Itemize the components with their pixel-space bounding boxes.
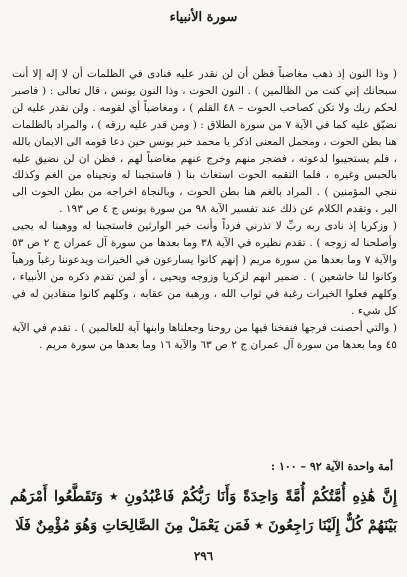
paragraph-zakariya: ( وزكريا إذ نادى ربه ربِّ لا تذرني فرداً وأنت خير الوارثين فاستجبنا له ووهبنا له يحيى وأصلحنا له زوجه ) . تقدم نظيره في الآية ٣٨ وما بعدها من سورة آل عمران ج ٢ ص ٥٣ والآية ٧ وما بعدها من سورة مريم ( إنهم كانوا يسارعون في الخيرات ويدعوننا رغباً ورهباً وكانوا لنا خاشعين ) . ضمير انهم لزكريا وزوجه ويحيى ، أو لمن تقدم ذكره من الأنبياء ، وكلهم فعلوا الخيرات رغبة في ثواب الله ، ورهبة من عقابه ، وكلهم كانوا منقادين له في كل شيء .	[12, 220, 397, 317]
paragraph-maryam: ( والتي أحصنت فرجها فنفخنا فيها من روحنا وجعلناها وابنها آية للعالمين ) . تقدم في الآية ٤٥ وما بعدها من سورة آل عمران ج ٢ ص ٦٣ والآية ١٦ وما بعدها من سورة مريم .	[12, 321, 397, 351]
page-number: ٢٩٦	[193, 549, 214, 563]
section-heading: أمة واحدة الآية ٩٢ – ١٠٠ :	[271, 460, 393, 473]
commentary-text	[12, 66, 397, 353]
paragraph-dhul-nun: ( وذا النون إذ ذهب مغاضباً فظن أن لن نقدر عليه فنادى في الظلمات أن لا إله إلا أنت سبحانك إني كنت من الظالمين ) . النون الحوت ، وذا النون يونس ، قال تعالى : ( فاصبر لحكم ربك ولا تكن كصاحب الحوت – ٤٨ القلم ) ، ومغاضباً أي لقومه . ولن نقدر عليه لن نضيّق عليه كما في الآية ٧ من سورة الطلاق : ( ومن قدر عليه رزقه ) ، والمراد بالظلمات هنا بطن الحوت ، ومجمل المعنى اذكر يا محمد خبر يونس حين دعا قومه الى الايمان بالله ، فلم يستجيبوا لدعوته ، فضجر منهم وخرج عنهم مغاضباً لهم ، فظن ان لن نضيق عليه بالحبس وغيره ، فلما التقمه الحوت استغاث بنا ( فاستجبنا له ونجيناه من الغم وكذلك ننجي المؤمنين ) . المراد بالغم هنا بطن الحوت ، وبالنجاة اخراجه من بطن الحوت الى البر ، وتقدم الكلام عن ذلك عند تفسير الآية ٩٨ من سورة يونس ج ٤ ص ١٩٣ .	[12, 68, 398, 216]
page-header-title: سورة الأنبياء	[169, 10, 238, 25]
quran-verse: إِنَّ هَٰذِهِ أُمَّتُكُمْ أُمَّةً وَاحِدَةً وَأَنَا رَبُّكُمْ فَاعْبُدُونِ ٭ وَتَقَطَّعُوا أَمْرَهُم بَيْنَهُمْ كُلٌّ إِلَيْنَا رَاجِعُونَ ٭ فَمَن يَعْمَلْ مِنَ الصَّالِحَاتِ وَهُوَ مُؤْمِنٌ فَلَا	[10, 488, 397, 534]
